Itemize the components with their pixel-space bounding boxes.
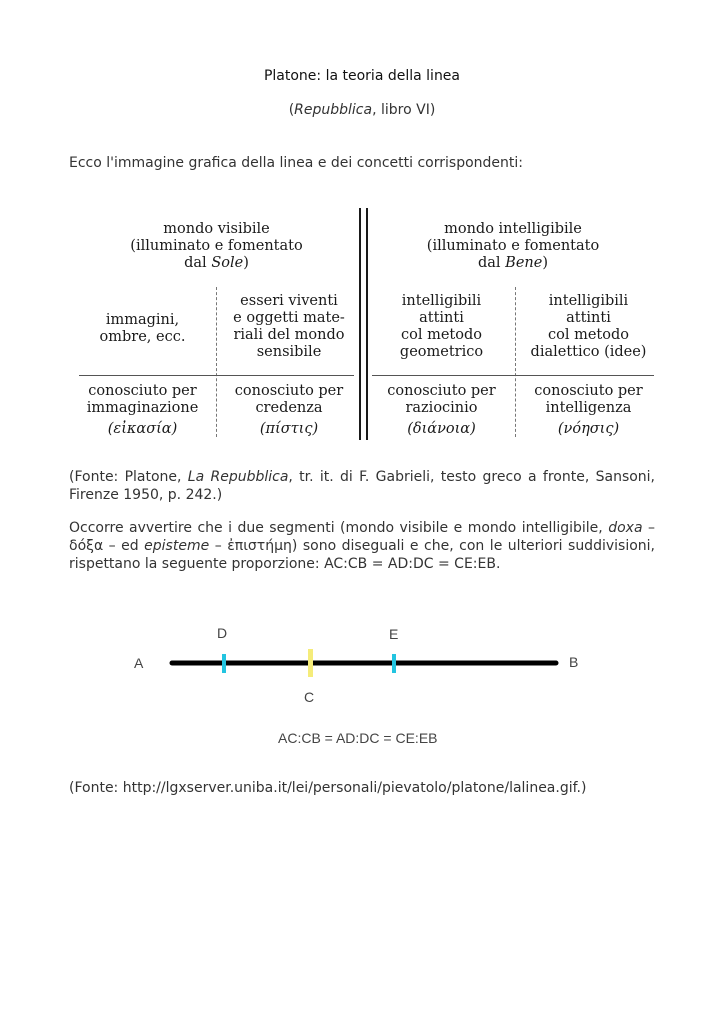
table-separator-right (372, 375, 654, 376)
col4-objects (518, 293, 659, 361)
citation-text: (Fonte: Platone, (69, 469, 188, 485)
divided-line-diagram (120, 615, 600, 755)
label-e: E (389, 626, 399, 642)
col3-objects-line: geometrico (399, 344, 484, 360)
page-subtitle (0, 102, 724, 118)
col4-greek-term: (νόησις) (557, 421, 620, 437)
tick-c (308, 649, 313, 677)
col1-objects-line: ombre, ecc. (99, 329, 186, 345)
col2-objects-line: e oggetti mate- (233, 310, 345, 326)
col4-objects-line: attinti (566, 310, 611, 326)
table-subdivider-intelligible (515, 287, 517, 437)
label-b: B (569, 654, 579, 670)
col2-objects-line: riali del mondo (233, 327, 345, 343)
col2-knowledge (219, 383, 359, 438)
table-separator-left (79, 375, 354, 376)
citation-text: , tr. it. di F. Gabrieli, testo greco a fronte, Sansoni, Firenze 1950, p. 242.) (69, 469, 656, 503)
proportion-caption: AC:CB = AD:DC = CE:EB (278, 730, 438, 746)
table-subdivider-visible (216, 287, 218, 437)
line-table-figure (69, 205, 659, 450)
col2-objects (219, 293, 359, 361)
source-citation-2: (Fonte: http://lgxserver.uniba.it/lei/personali/pievatolo/platone/lalinea.gif.) (69, 780, 587, 796)
col3-knowledge (368, 383, 515, 438)
tick-e (392, 654, 396, 673)
col3-greek-term: (διάνοια) (407, 421, 476, 437)
col2-greek-term: (πίστις) (259, 421, 319, 437)
paragraph-text: – ἐπιστήμη) sono diseguali e che, con le ulteriori suddivisioni, rispettano la seguente proporzione: AC:CB = AD:DC = CE:EB. (69, 538, 655, 572)
citation-work-title: La Repubblica (187, 469, 289, 485)
col1-knowledge (69, 383, 216, 438)
col4-objects-line: col metodo (548, 327, 629, 343)
visible-header-line-3: dal Sole) (184, 255, 249, 271)
visible-world-header (79, 221, 354, 272)
subtitle-rest: , libro VI) (372, 102, 436, 118)
term-episteme: episteme (144, 538, 210, 554)
label-d: D (217, 625, 228, 641)
col1-knowledge-line: conosciuto per (88, 383, 197, 399)
proportion-paragraph (69, 519, 655, 573)
subtitle-open: ( (288, 102, 295, 118)
tick-d (222, 654, 226, 673)
col1-greek-term: (εἰκασία) (107, 421, 178, 437)
col3-objects (368, 293, 515, 361)
col3-objects-line: col metodo (401, 327, 482, 343)
intelligible-header-line-1: mondo intelligibile (444, 221, 582, 237)
page-title: Platone: la teoria della linea (263, 68, 461, 84)
col3-objects-line: attinti (419, 310, 464, 326)
table-double-divider-left (359, 208, 361, 440)
source-citation-1 (69, 468, 655, 504)
col2-knowledge-line: credenza (255, 400, 323, 416)
col3-knowledge-line: raziocinio (405, 400, 478, 416)
col2-knowledge-line: conosciuto per (234, 383, 344, 399)
col4-knowledge-line: intelligenza (545, 400, 632, 416)
subtitle-work: Repubblica (294, 102, 373, 118)
intelligible-header-line-3: dal Bene) (477, 255, 548, 271)
col3-knowledge-line: conosciuto per (387, 383, 496, 399)
intelligible-world-header (372, 221, 654, 272)
term-doxa: doxa (608, 520, 643, 536)
col4-objects-line: intelligibili (548, 293, 629, 309)
col4-objects-line: dialettico (idee) (530, 344, 647, 360)
visible-header-line-2: (illuminato e fomentato (130, 238, 303, 254)
col1-objects-line: immagini, (105, 312, 180, 328)
col1-objects (69, 312, 216, 346)
label-a: A (134, 655, 144, 671)
col3-objects-line: intelligibili (401, 293, 482, 309)
paragraph-text: – δόξα – ed (69, 520, 655, 554)
label-c: C (304, 689, 315, 705)
intro-paragraph: Ecco l'immagine grafica della linea e dei concetti corrispondenti: (69, 155, 523, 171)
col1-knowledge-line: immaginazione (86, 400, 199, 416)
col4-knowledge-line: conosciuto per (534, 383, 643, 399)
col4-knowledge (518, 383, 659, 438)
paragraph-text: Occorre avvertire che i due segmenti (mondo visibile e mondo intelligibile, (69, 520, 609, 536)
col2-objects-line: sensibile (256, 344, 322, 360)
intelligible-header-line-2: (illuminato e fomentato (426, 238, 600, 254)
visible-header-line-1: mondo visibile (163, 221, 270, 237)
col2-objects-line: esseri viventi (240, 293, 338, 309)
